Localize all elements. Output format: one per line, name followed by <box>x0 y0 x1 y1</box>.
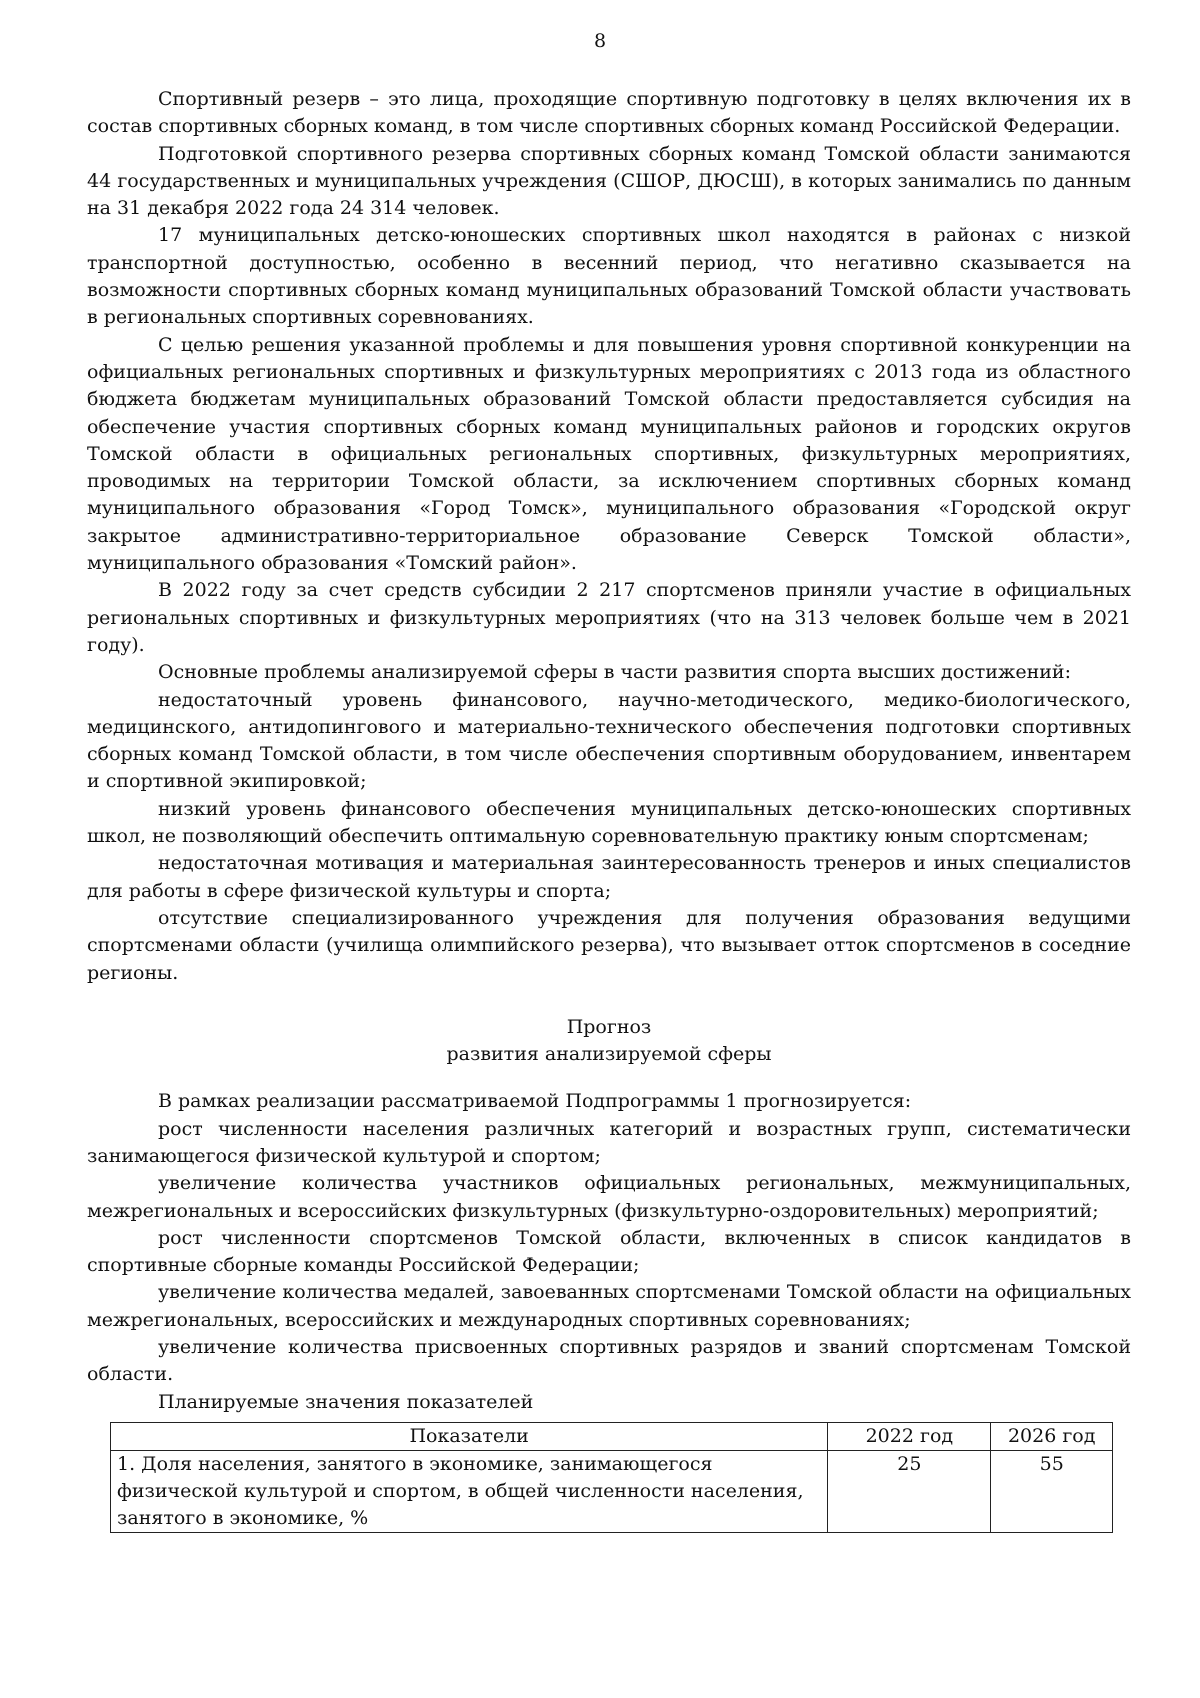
section-heading-line-2: развития анализируемой сферы <box>446 1043 772 1066</box>
list-item: низкий уровень финансового обеспечения муниципальных детско-юношеских спортивных школ, не позволяющий обеспечить оптимальную соревновательную практику юным спортсменам; <box>87 797 1131 848</box>
column-header-2022: 2022 год <box>828 1422 991 1450</box>
column-header-2026: 2026 год <box>991 1422 1113 1450</box>
list-item: увеличение количества медалей, завоеванных спортсменами Томской области на официальных межрегиональных, всероссийских и международных спортивных соревнованиях; <box>87 1281 1131 1331</box>
value-2026-cell: 55 <box>991 1450 1113 1532</box>
list-item: рост численности спортсменов Томской области, включенных в список кандидатов в спортивные сборные команды Российской Федерации; <box>87 1226 1131 1277</box>
table-caption: Планируемые значения показателей <box>158 1390 534 1413</box>
indicator-cell: 1. Доля населения, занятого в экономике, занимающегося физической культурой и спортом, в общей численности населения, занятого в экономике, % <box>111 1450 828 1532</box>
document-body <box>87 86 1131 1533</box>
paragraph: С целью решения указанной проблемы и для повышения уровня спортивной конкуренции на официальных региональных спортивных и физкультурных мероприятиях с 2013 года из областного бюджета бюджетам муниципальных образований Томской области предоставляется субсидия на обеспечение участия спортивных сборных команд муниципальных районов и городских округов Томской области в официальных региональных спортивных, физкультурных мероприятиях, проводимых на территории Томской области, за исключением спортивных сборных команд муниципального образования «Город Томск», муниципального образования «Городской округ закрытое административно-территориальное образование Северск Томской области», муниципального образования «Томский район». <box>87 333 1131 575</box>
paragraph: В рамках реализации рассматриваемой Подпрограммы 1 прогнозируется: <box>158 1090 912 1113</box>
table-row <box>111 1450 1113 1532</box>
list-item: рост численности населения различных категорий и возрастных групп, систематически занимающегося физической культурой и спортом; <box>87 1117 1131 1167</box>
paragraph: Подготовкой спортивного резерва спортивных сборных команд Томской области занимаются 44 государственных и муниципальных учреждения (СШОР, ДЮСШ), в которых занимались по данным на 31 декабря 2022 года 24 314 человек. <box>87 142 1131 220</box>
section-heading-line-1: Прогноз <box>566 1015 652 1038</box>
list-item: увеличение количества участников официальных региональных, межмуниципальных, межрегиональных и всероссийских физкультурных (физкультурно-оздоровительных) мероприятий; <box>87 1172 1131 1222</box>
table-header-row <box>111 1422 1113 1450</box>
list-item: увеличение количества присвоенных спортивных разрядов и званий спортсменам Томской области. <box>87 1336 1131 1386</box>
list-item: недостаточный уровень финансового, научно-методического, медико-биологического, медицинского, антидопингового и материально-технического обеспечения подготовки спортивных сборных команд Томской области, в том числе обеспечения спортивным оборудованием, инвентарем и спортивной экипировкой; <box>87 688 1131 793</box>
value-2022-cell: 25 <box>828 1450 991 1532</box>
paragraph: Спортивный резерв – это лица, проходящие спортивную подготовку в целях включения их в состав спортивных сборных команд, в том числе спортивных сборных команд Российской Федерации. <box>87 88 1131 138</box>
list-item: недостаточная мотивация и материальная заинтересованность тренеров и иных специалистов для работы в сфере физической культуры и спорта; <box>87 852 1131 902</box>
paragraph: В 2022 году за счет средств субсидии 2 217 спортсменов приняли участие в официальных региональных спортивных и физкультурных мероприятиях (что на 313 человек больше чем в 2021 году). <box>87 579 1131 656</box>
page-number: 8 <box>593 30 607 52</box>
indicators-table <box>110 1422 1113 1533</box>
list-item: отсутствие специализированного учреждения для получения образования ведущими спортсменами области (училища олимпийского резерва), что вызывает отток спортсменов в соседние регионы. <box>87 906 1131 984</box>
paragraph: Основные проблемы анализируемой сферы в части развития спорта высших достижений: <box>158 661 1072 684</box>
section-heading <box>87 1014 1131 1069</box>
column-header-indicators: Показатели <box>111 1422 828 1450</box>
paragraph: 17 муниципальных детско-юношеских спортивных школ находятся в районах с низкой транспортной доступностью, особенно в весенний период, что негативно сказывается на возможности спортивных сборных команд муниципальных образований Томской области участвовать в региональных спортивных соревнованиях. <box>87 224 1131 329</box>
